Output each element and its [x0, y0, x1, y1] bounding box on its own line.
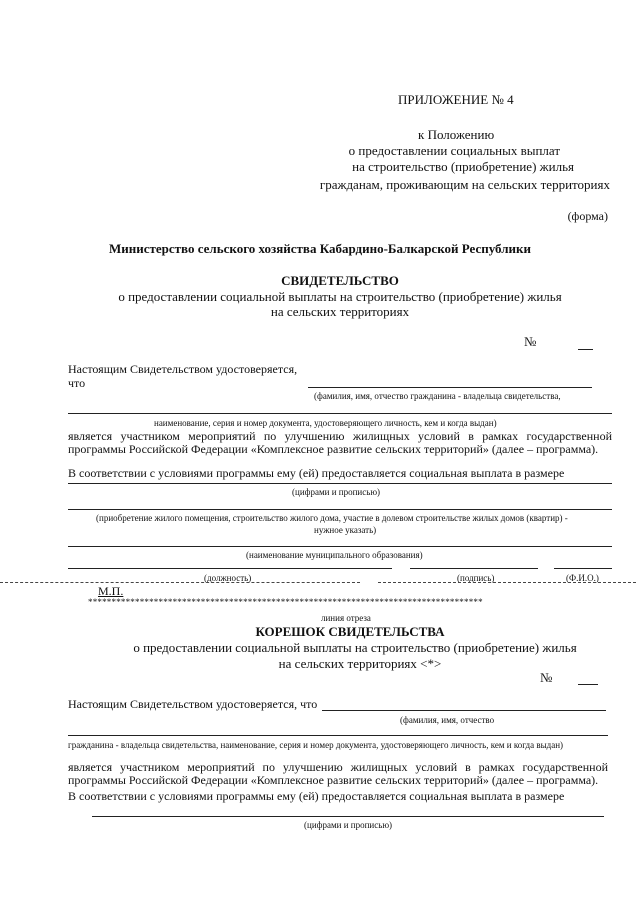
stars-divider: ************************************************************************************: [88, 597, 483, 607]
stub-subtitle-1: [0, 640, 640, 656]
certificate-number-label: №: [524, 334, 537, 349]
certificate-title: [0, 273, 640, 289]
header-line-3: на строительство (приобретение) жилья: [352, 159, 574, 174]
purpose-hint-1: (приобретение жилого помещения, строительство жилого дома, участие в долевом строительстве жилых домов (квартир) -: [96, 513, 568, 523]
stub-participant-paragraph: является участником мероприятий по улучшению жилищных условий в рамках государственной программы Российской Федерации «Комплексное развитие сельских территорий» (далее – программа).: [68, 760, 608, 787]
amount-line: [68, 483, 612, 484]
certificate-title-text: СВИДЕТЕЛЬСТВО: [281, 273, 399, 288]
position-line: [68, 568, 392, 569]
cut-line-label: линия отреза: [321, 613, 371, 623]
participant-paragraph: является участником мероприятий по улучшению жилищных условий в рамках государственной программы Российской Федерации «Комплексное развитие сельских территорий» (далее – программа).: [68, 429, 612, 456]
stamp-label: М.П.: [98, 584, 124, 598]
certificate-subtitle-2-text: на сельских территориях: [270, 304, 410, 319]
payment-paragraph: В соответствии с условиями программы ему (ей) предоставляется социальная выплата в размере: [68, 466, 565, 480]
municipality-line: [68, 546, 612, 547]
purpose-line: [68, 509, 612, 510]
stub-payment-paragraph: В соответствии с условиями программы ему (ей) предоставляется социальная выплата в размере: [68, 789, 565, 803]
doc-line: [68, 413, 612, 414]
certificate-subtitle-1: [0, 289, 640, 305]
doc-hint: наименование, серия и номер документа, удостоверяющего личность, кем и когда выдан): [154, 418, 497, 428]
stub-title: [0, 624, 640, 640]
form-label: (форма): [567, 209, 608, 223]
position-hint: (должность): [204, 573, 252, 583]
ministry-text: Министерство сельского хозяйства Кабардино-Балкарской Республики: [109, 241, 531, 256]
stub-fio-hint: (фамилия, имя, отчество: [400, 715, 495, 725]
appendix-title: ПРИЛОЖЕНИЕ № 4: [398, 92, 514, 107]
purpose-hint-2: нужное указать): [314, 525, 377, 535]
municipality-hint: (наименование муниципального образования): [246, 550, 423, 560]
full-name-hint: (Ф.И.О.): [566, 573, 599, 583]
signature-line: [410, 568, 538, 569]
stub-certify-text: Настоящим Свидетельством удостоверяется, что: [68, 697, 318, 711]
that-text: что: [68, 376, 86, 390]
stub-number-line: [578, 684, 598, 685]
stub-fio-line: [322, 710, 606, 711]
name-line: [554, 568, 612, 569]
header-line-4: гражданам, проживающим на сельских территориях: [319, 177, 610, 192]
certificate-subtitle-2: [0, 304, 640, 320]
stub-title-text: КОРЕШОК СВИДЕТЕЛЬСТВА: [255, 624, 445, 639]
amount-hint: (цифрами и прописью): [292, 487, 381, 497]
stub-subtitle-2-text: на сельских территориях <*>: [278, 656, 442, 671]
stub-amount-line: [92, 816, 604, 817]
certificate-subtitle-1-text: о предоставлении социальной выплаты на строительство (приобретение) жилья: [118, 289, 562, 304]
stub-subtitle-1-text: о предоставлении социальной выплаты на строительство (приобретение) жилья: [133, 640, 577, 655]
scan-dash-left: [0, 582, 360, 583]
scan-dash-right: [378, 582, 636, 583]
stub-amount-hint: (цифрами и прописью): [304, 820, 393, 830]
header-line-2: о предоставлении социальных выплат: [348, 143, 560, 158]
fio-hint: (фамилия, имя, отчество гражданина - владельца свидетельства,: [314, 391, 561, 401]
stub-doc-line: [68, 735, 608, 736]
fio-line: [308, 387, 592, 388]
stub-number-label: №: [540, 670, 553, 685]
certify-text: Настоящим Свидетельством удостоверяется,: [68, 362, 298, 376]
header-line-1: к Положению: [418, 127, 495, 142]
stub-doc-hint: гражданина - владельца свидетельства, наименование, серия и номер документа, удостоверяющего личность, кем и когда выдан): [68, 740, 564, 750]
signature-hint: (подпись): [457, 573, 495, 583]
ministry-name: [0, 241, 640, 257]
certificate-number-line: [578, 349, 593, 350]
